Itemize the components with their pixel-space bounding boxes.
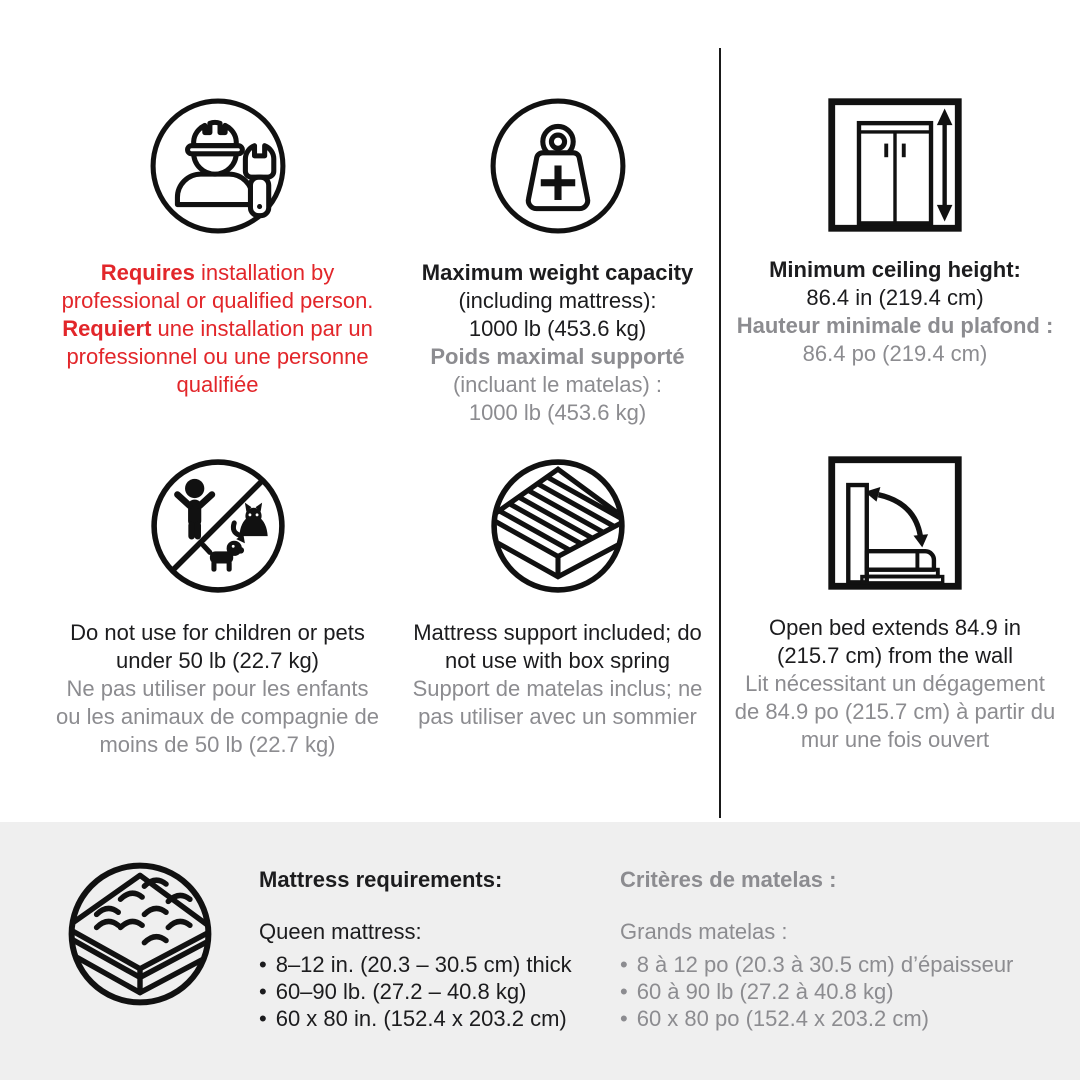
block-mattress-support — [390, 455, 725, 731]
text-line: professionnel ou une personne — [66, 344, 369, 369]
weight-capacity-text — [390, 259, 725, 427]
text-line: Lit nécessitant un dégagement — [745, 671, 1045, 696]
text-line: (incluant le matelas) : — [452, 372, 663, 397]
text-line: 1000 lb (453.6 kg) — [468, 316, 647, 341]
queen-mattress-label: Queen mattress: — [259, 919, 422, 944]
mattress-requirements-en — [259, 866, 572, 1032]
text-line: Requires installation by — [100, 260, 335, 285]
list-item: • 60 à 90 lb (27.2 à 40.8 kg) — [620, 978, 1013, 1005]
text-line: 86.4 in (219.4 cm) — [806, 285, 984, 310]
open-bed-icon — [725, 450, 1065, 592]
text-line: Do not use for children or pets — [70, 620, 365, 645]
text-line: mur une fois ouvert — [800, 727, 990, 752]
text-line: de 84.9 po (215.7 cm) à partir du — [734, 699, 1056, 724]
list-item: • 60–90 lb. (27.2 – 40.8 kg) — [259, 978, 572, 1005]
text-line: (including mattress): — [458, 288, 657, 313]
text-line: Hauteur minimale du plafond : — [736, 313, 1054, 338]
text-line: Requiert une installation par un — [62, 316, 373, 341]
block-weight-capacity — [390, 95, 725, 427]
mattress-support-icon — [390, 455, 725, 597]
text-line: Open bed extends 84.9 in — [769, 615, 1021, 640]
no-children-pets-icon — [35, 455, 400, 597]
text-line: qualifiée — [176, 372, 259, 397]
mattress-spec-list-en — [259, 951, 572, 1032]
text-line: professional or qualified person. — [61, 288, 374, 313]
no-children-pets-text — [35, 619, 400, 759]
mattress-requirements-title: Mattress requirements: — [259, 867, 503, 892]
list-item: • 8 à 12 po (20.3 à 30.5 cm) d’épaisseur — [620, 951, 1013, 978]
installation-text — [35, 259, 400, 399]
text-line: under 50 lb (22.7 kg) — [115, 648, 320, 673]
text-line: 1000 lb (453.6 kg) — [468, 400, 647, 425]
text-line: Mattress support included; do — [413, 620, 702, 645]
block-ceiling-height — [725, 92, 1065, 368]
mattress-requirements-title-fr: Critères de matelas : — [620, 867, 837, 892]
text-line: Poids maximal supporté — [430, 344, 685, 369]
mattress-icon — [64, 858, 216, 1010]
open-bed-text — [725, 614, 1065, 754]
block-installation — [35, 95, 400, 399]
text-line: moins de 50 lb (22.7 kg) — [99, 732, 336, 757]
list-item: • 8–12 in. (20.3 – 30.5 cm) thick — [259, 951, 572, 978]
list-item: • 60 x 80 po (152.4 x 203.2 cm) — [620, 1005, 1013, 1032]
text-line: not use with box spring — [444, 648, 671, 673]
text-line: pas utiliser avec un sommier — [418, 704, 697, 729]
block-no-children-pets — [35, 455, 400, 759]
mattress-requirements-fr — [620, 866, 1013, 1032]
text-line: Support de matelas inclus; ne — [412, 676, 703, 701]
text-line: Maximum weight capacity — [421, 260, 694, 285]
text-line: Ne pas utiliser pour les enfants — [66, 676, 369, 701]
text-line: (215.7 cm) from the wall — [777, 643, 1013, 668]
mattress-support-text — [390, 619, 725, 731]
list-item: • 60 x 80 in. (152.4 x 203.2 cm) — [259, 1005, 572, 1032]
text-line: Minimum ceiling height: — [769, 257, 1021, 282]
mattress-requirements-section — [0, 822, 1080, 1080]
text-line: ou les animaux de compagnie de — [56, 704, 379, 729]
ceiling-height-icon — [725, 92, 1065, 234]
grands-matelas-label: Grands matelas : — [620, 919, 788, 944]
mattress-spec-list-fr — [620, 951, 1013, 1032]
weight-capacity-icon — [390, 95, 725, 237]
ceiling-height-text — [725, 256, 1065, 368]
block-open-bed — [725, 450, 1065, 754]
installer-icon — [35, 95, 400, 237]
text-line: 86.4 po (219.4 cm) — [802, 341, 988, 366]
